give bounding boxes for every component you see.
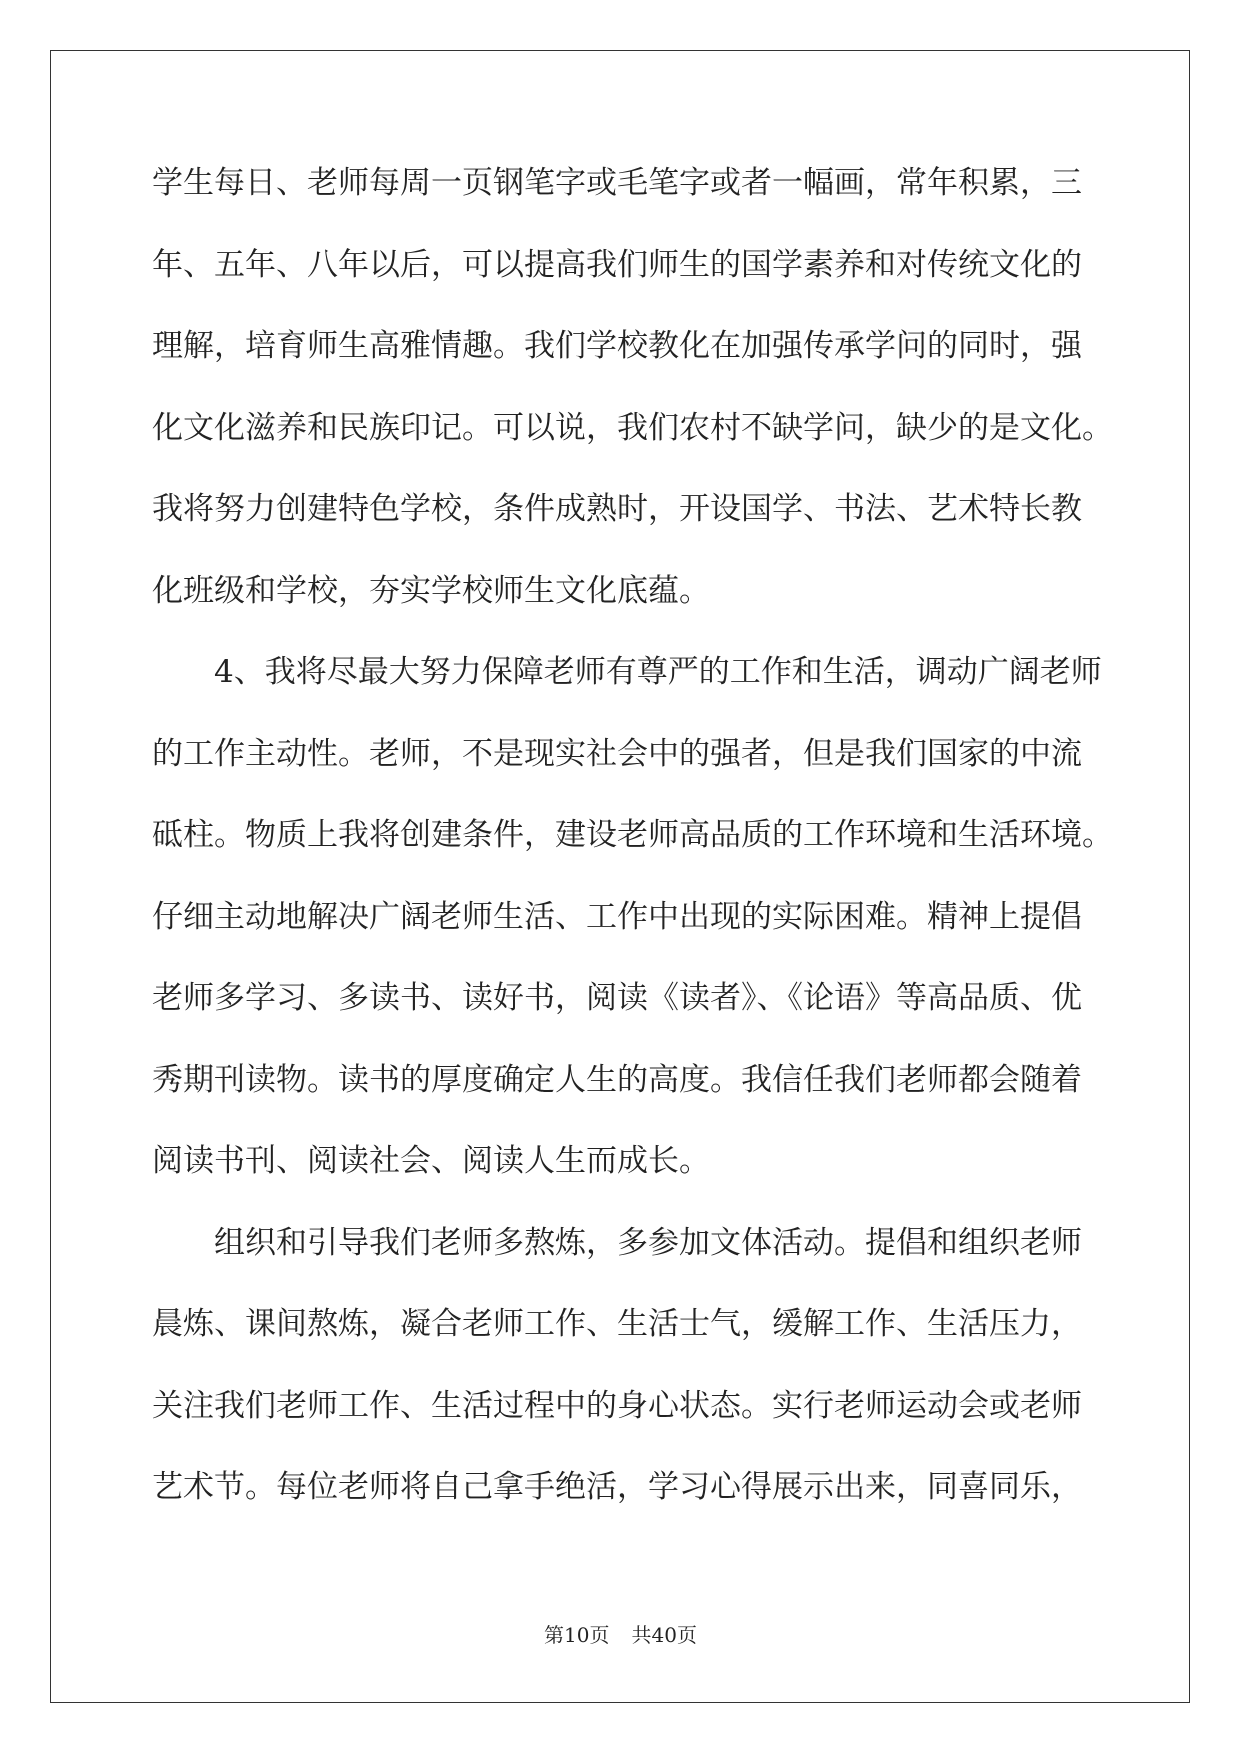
text-line-2: 年、五年、八年以后，可以提高我们师生的国学素养和对传统文化的 [152,246,1082,283]
document-body [152,163,1113,1549]
text-line-7: 4、我将尽最大努力保障老师有尊严的工作和生活，调动广阔老师 [214,654,1102,690]
text-line-9: 砥柱。物质上我将创建条件，建设老师高品质的工作环境和生活环境。 [152,817,1113,853]
text-line-17: 艺术节。每位老师将自己拿手绝活，学习心得展示出来，同喜同乐， [152,1469,1082,1505]
page-number: 第10页 [544,1623,610,1647]
text-line-16: 关注我们老师工作、生活过程中的身心状态。实行老师运动会或老师 [152,1387,1082,1424]
text-line-12: 秀期刊读物。读书的厚度确定人生的高度。我信任我们老师都会随着 [152,1061,1082,1098]
text-line-4: 化文化滋养和民族印记。可以说，我们农村不缺学问，缺少的是文化。 [152,409,1113,446]
text-line-1: 学生每日、老师每周一页钢笔字或毛笔字或者一幅画，常年积累，三 [152,165,1082,201]
text-line-10: 仔细主动地解决广阔老师生活、工作中出现的实际困难。精神上提倡 [152,898,1082,935]
page-footer [0,1623,1241,1647]
text-line-15: 晨炼、课间熬炼，凝合老师工作、生活士气，缓解工作、生活压力， [152,1306,1082,1342]
text-line-6: 化班级和学校，夯实学校师生文化底蕴。 [152,572,710,609]
text-line-14: 组织和引导我们老师多熬炼，多参加文体活动。提倡和组织老师 [214,1224,1082,1261]
text-line-8: 的工作主动性。老师，不是现实社会中的强者，但是我们国家的中流 [152,735,1082,772]
text-line-11: 老师多学习、多读书、读好书，阅读《读者》、《论语》等高品质、优 [152,980,1082,1016]
text-line-13: 阅读书刊、阅读社会、阅读人生而成长。 [152,1143,710,1179]
text-line-3: 理解，培育师生高雅情趣。我们学校教化在加强传承学问的同时，强 [152,328,1082,364]
page-total: 共40页 [631,1623,697,1647]
text-line-5: 我将努力创建特色学校，条件成熟时，开设国学、书法、艺术特长教 [152,491,1082,527]
